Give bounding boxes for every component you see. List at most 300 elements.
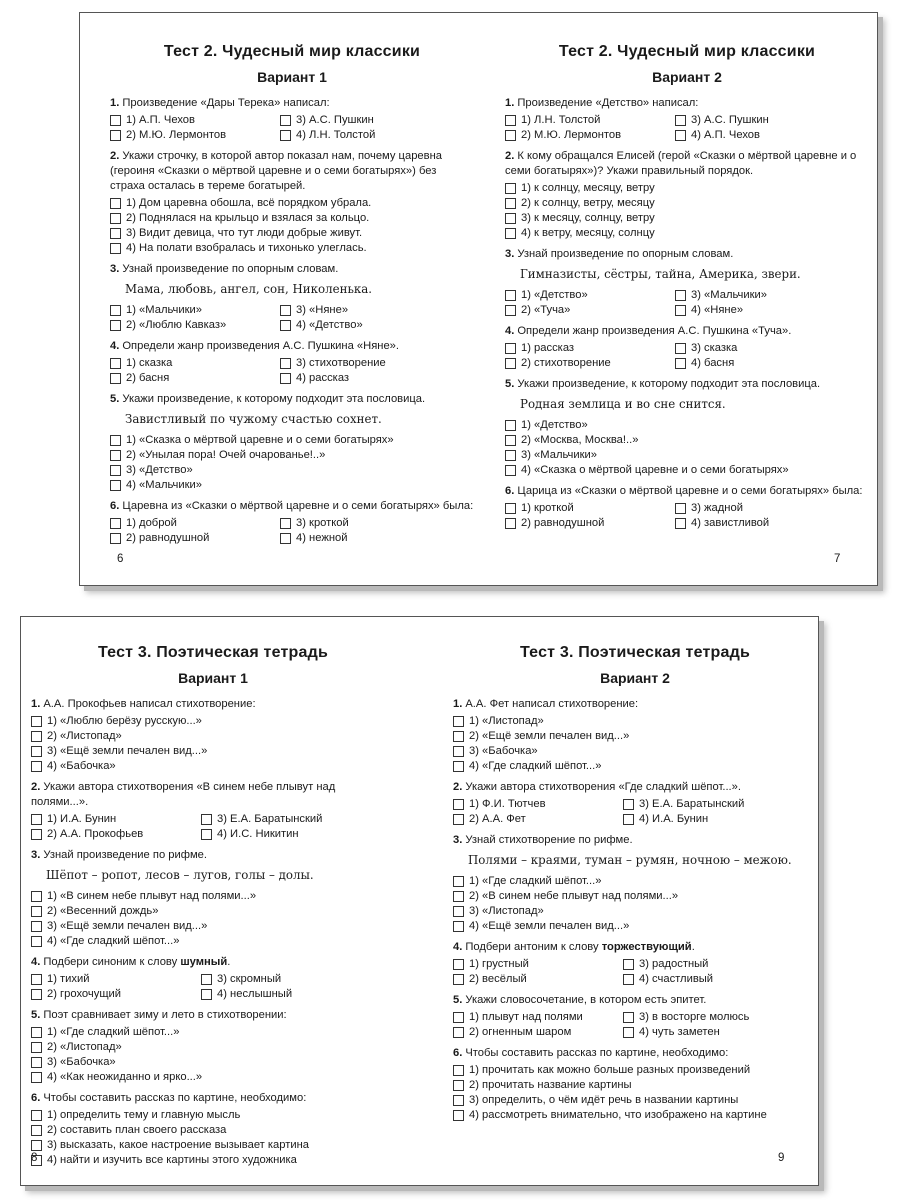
answer-option-label: 1) рассказ xyxy=(521,342,575,354)
answer-option-label: 1) к солнцу, месяцу, ветру xyxy=(521,182,655,194)
checkbox[interactable] xyxy=(505,358,516,369)
checkbox[interactable] xyxy=(110,480,121,491)
checkbox[interactable] xyxy=(505,183,516,194)
answer-options xyxy=(505,181,869,241)
answer-option[interactable] xyxy=(453,1010,623,1025)
checkbox[interactable] xyxy=(201,814,212,825)
answer-option[interactable] xyxy=(453,904,817,919)
checkbox[interactable] xyxy=(453,746,464,757)
answer-option[interactable] xyxy=(453,714,817,729)
answer-option[interactable] xyxy=(31,889,395,904)
answer-option[interactable] xyxy=(31,1070,395,1085)
checkbox[interactable] xyxy=(31,731,42,742)
checkbox[interactable] xyxy=(505,228,516,239)
answer-option[interactable] xyxy=(31,759,395,774)
answer-option[interactable] xyxy=(505,448,869,463)
checkbox[interactable] xyxy=(110,243,121,254)
checkbox[interactable] xyxy=(201,974,212,985)
test-title: Тест 3. Поэтическая тетрадь xyxy=(520,644,750,661)
checkbox[interactable] xyxy=(31,716,42,727)
question-text xyxy=(110,262,474,277)
answer-option[interactable] xyxy=(453,889,817,904)
answer-option[interactable] xyxy=(453,797,623,812)
checkbox[interactable] xyxy=(453,906,464,917)
answer-option[interactable] xyxy=(280,516,450,531)
checkbox[interactable] xyxy=(623,1027,634,1038)
checkbox[interactable] xyxy=(453,974,464,985)
answer-option[interactable] xyxy=(110,113,280,128)
checkbox[interactable] xyxy=(453,921,464,932)
question-prompt: Царица из «Сказки о мёртвой царевне и о семи богатырях» была: xyxy=(517,485,863,497)
page-number-right: 9 xyxy=(778,1152,785,1164)
checkbox[interactable] xyxy=(675,130,686,141)
question-prompt: К кому обращался Елисей (герой «Сказки о мёртвой царевне и о семи богатырях»)? Укажи правильный порядок. xyxy=(505,150,857,177)
answer-option[interactable] xyxy=(110,478,474,493)
answer-option[interactable] xyxy=(280,531,450,546)
answer-options xyxy=(453,1063,817,1123)
answer-option[interactable] xyxy=(110,318,280,333)
answer-option-label: 1) Л.Н. Толстой xyxy=(521,114,601,126)
answer-option[interactable] xyxy=(505,356,675,371)
answer-option[interactable] xyxy=(31,714,395,729)
checkbox[interactable] xyxy=(280,305,291,316)
answer-option[interactable] xyxy=(280,113,450,128)
answer-option-label: 3) сказка xyxy=(691,342,738,354)
checkbox[interactable] xyxy=(31,814,42,825)
question-prompt: Узнай произведение по рифме. xyxy=(43,849,207,861)
answer-option[interactable] xyxy=(675,356,845,371)
checkbox[interactable] xyxy=(453,814,464,825)
checkbox[interactable] xyxy=(280,518,291,529)
answer-option-label: 2) «В синем небе плывут над полями...» xyxy=(469,890,679,902)
question-prompt: Укажи автора стихотворения «Где сладкий шёпот...». xyxy=(465,781,741,793)
answer-option[interactable] xyxy=(31,1123,395,1138)
answer-option[interactable] xyxy=(31,744,395,759)
answer-option-label: 4) «Мальчики» xyxy=(126,479,202,491)
checkbox[interactable] xyxy=(453,959,464,970)
checkbox[interactable] xyxy=(453,761,464,772)
checkbox[interactable] xyxy=(453,1080,464,1091)
answer-option[interactable] xyxy=(505,113,675,128)
answer-option[interactable] xyxy=(110,516,280,531)
answer-option-label: 1) плывут над полями xyxy=(469,1011,583,1023)
answer-options xyxy=(505,288,869,318)
answer-option[interactable] xyxy=(505,341,675,356)
answer-option[interactable] xyxy=(453,1093,817,1108)
checkbox[interactable] xyxy=(453,1027,464,1038)
answer-option-label: 2) «Москва, Москва!..» xyxy=(521,434,639,446)
answer-option-label: 3) к месяцу, солнцу, ветру xyxy=(521,212,655,224)
question-5 xyxy=(31,1008,395,1085)
question-text xyxy=(453,993,817,1008)
answer-option[interactable] xyxy=(110,371,280,386)
checkbox[interactable] xyxy=(505,213,516,224)
answer-options xyxy=(110,196,474,256)
answer-option[interactable] xyxy=(505,303,675,318)
checkbox[interactable] xyxy=(623,1012,634,1023)
answer-option[interactable] xyxy=(675,113,845,128)
answer-options xyxy=(31,812,395,842)
answer-option[interactable] xyxy=(675,341,845,356)
answer-option-label: 3) жадной xyxy=(691,502,743,514)
answer-option[interactable] xyxy=(31,1138,395,1153)
checkbox[interactable] xyxy=(110,435,121,446)
answer-option[interactable] xyxy=(453,744,817,759)
answer-option[interactable] xyxy=(505,181,869,196)
question-text xyxy=(505,484,869,499)
question-prompt: Узнай произведение по опорным словам. xyxy=(122,263,339,275)
checkbox[interactable] xyxy=(675,518,686,529)
answer-option-label: 4) «Бабочка» xyxy=(47,760,116,772)
answer-options xyxy=(453,957,817,987)
checkbox[interactable] xyxy=(110,533,121,544)
answer-option[interactable] xyxy=(505,516,675,531)
checkbox[interactable] xyxy=(31,906,42,917)
checkbox[interactable] xyxy=(505,435,516,446)
answer-option-label: 2) «Люблю Кавказ» xyxy=(126,319,227,331)
checkbox[interactable] xyxy=(201,829,212,840)
question-prompt: Определи жанр произведения А.С. Пушкина «Няне». xyxy=(122,340,400,352)
answer-option-label: 2) стихотворение xyxy=(521,357,611,369)
answer-option[interactable] xyxy=(505,418,869,433)
checkbox[interactable] xyxy=(280,130,291,141)
answer-option[interactable] xyxy=(110,356,280,371)
question-prompt: Чтобы составить рассказ по картине, необходимо: xyxy=(465,1047,729,1059)
answer-option[interactable] xyxy=(505,211,869,226)
answer-option[interactable] xyxy=(623,957,793,972)
checkbox[interactable] xyxy=(280,533,291,544)
answer-options xyxy=(31,1108,395,1168)
answer-option-label: 4) басня xyxy=(691,357,735,369)
checkbox[interactable] xyxy=(505,420,516,431)
checkbox[interactable] xyxy=(675,343,686,354)
answer-option-label: 4) к ветру, месяцу, солнцу xyxy=(521,227,655,239)
answer-option-label: 1) «Детство» xyxy=(521,289,588,301)
checkbox[interactable] xyxy=(505,450,516,461)
question-quote: Шёпот – ропот, лесов – лугов, голы – долы. xyxy=(46,868,314,882)
question-prompt: Укажи словосочетание, в котором есть эпитет. xyxy=(465,994,707,1006)
question-prompt: Узнай произведение по опорным словам. xyxy=(517,248,734,260)
answer-option[interactable] xyxy=(453,1025,623,1040)
answer-option-label: 3) А.С. Пушкин xyxy=(691,114,769,126)
checkbox[interactable] xyxy=(280,373,291,384)
answer-option[interactable] xyxy=(505,501,675,516)
checkbox[interactable] xyxy=(505,518,516,529)
answer-option-label: 3) «Ещё земли печален вид...» xyxy=(47,745,208,757)
question-text xyxy=(453,833,817,848)
answer-option[interactable] xyxy=(280,318,450,333)
checkbox[interactable] xyxy=(31,891,42,902)
answer-options xyxy=(505,341,869,371)
checkbox[interactable] xyxy=(453,1012,464,1023)
answer-option-label: 1) И.А. Бунин xyxy=(47,813,117,825)
checkbox[interactable] xyxy=(110,358,121,369)
checkbox[interactable] xyxy=(31,989,42,1000)
checkbox[interactable] xyxy=(505,290,516,301)
checkbox[interactable] xyxy=(110,450,121,461)
question-number: 3. xyxy=(453,834,463,846)
answer-option-label: 4) счастливый xyxy=(639,973,714,985)
answer-option[interactable] xyxy=(453,1078,817,1093)
answer-option[interactable] xyxy=(110,463,474,478)
answer-option-label: 2) равнодушной xyxy=(521,517,605,529)
answer-option[interactable] xyxy=(31,934,395,949)
question-number: 1. xyxy=(31,698,41,710)
answer-option[interactable] xyxy=(675,516,845,531)
checkbox[interactable] xyxy=(110,198,121,209)
answer-option-label: 1) сказка xyxy=(126,357,173,369)
checkbox[interactable] xyxy=(623,799,634,810)
answer-option-label: 2) М.Ю. Лермонтов xyxy=(521,129,622,141)
answer-option[interactable] xyxy=(453,759,817,774)
answer-option-label: 3) Е.А. Баратынский xyxy=(639,798,745,810)
answer-option[interactable] xyxy=(505,226,869,241)
checkbox[interactable] xyxy=(31,1125,42,1136)
checkbox[interactable] xyxy=(31,746,42,757)
answer-option[interactable] xyxy=(201,987,371,1002)
question-number: 2. xyxy=(110,150,120,162)
checkbox[interactable] xyxy=(453,1110,464,1121)
question-1 xyxy=(31,697,395,774)
answer-option-label: 4) «Ещё земли печален вид...» xyxy=(469,920,630,932)
answer-option[interactable] xyxy=(675,288,845,303)
answer-option[interactable] xyxy=(453,1108,817,1123)
answer-option[interactable] xyxy=(31,1055,395,1070)
answer-option[interactable] xyxy=(110,241,474,256)
answer-option[interactable] xyxy=(110,128,280,143)
answer-option[interactable] xyxy=(110,433,474,448)
answer-option-label: 1) «В синем небе плывут над полями...» xyxy=(47,890,257,902)
question-3 xyxy=(505,247,869,318)
checkbox[interactable] xyxy=(675,358,686,369)
answer-option[interactable] xyxy=(31,987,201,1002)
answer-option[interactable] xyxy=(31,812,201,827)
answer-option[interactable] xyxy=(31,904,395,919)
answer-option[interactable] xyxy=(110,226,474,241)
answer-option[interactable] xyxy=(505,288,675,303)
answer-option[interactable] xyxy=(31,919,395,934)
answer-option[interactable] xyxy=(110,531,280,546)
answer-option-label: 3) скромный xyxy=(217,973,282,985)
answer-option-label: 3) «Ещё земли печален вид...» xyxy=(47,920,208,932)
question-prompt: Подбери антоним к слову xyxy=(465,941,599,953)
answer-option[interactable] xyxy=(623,797,793,812)
page-9-variant-2 xyxy=(453,644,817,1129)
checkbox[interactable] xyxy=(675,305,686,316)
answer-option[interactable] xyxy=(31,972,201,987)
answer-option-label: 3) «Бабочка» xyxy=(469,745,538,757)
answer-option[interactable] xyxy=(623,1010,793,1025)
answer-option-label: 4) «Где сладкий шёпот...» xyxy=(469,760,602,772)
answer-option[interactable] xyxy=(505,433,869,448)
answer-option[interactable] xyxy=(31,827,201,842)
checkbox[interactable] xyxy=(31,1140,42,1151)
answer-option[interactable] xyxy=(31,1153,395,1168)
question-prompt: Укажи произведение, к которому подходит эта пословица. xyxy=(517,378,821,390)
answer-option[interactable] xyxy=(453,972,623,987)
answer-option-label: 1) А.П. Чехов xyxy=(126,114,195,126)
question-6 xyxy=(31,1091,395,1168)
question-prompt: А.А. Фет написал стихотворение: xyxy=(465,698,639,710)
checkbox[interactable] xyxy=(453,716,464,727)
answer-option[interactable] xyxy=(110,448,474,463)
answer-option[interactable] xyxy=(623,812,793,827)
answer-option[interactable] xyxy=(453,1063,817,1078)
checkbox[interactable] xyxy=(675,503,686,514)
question-prompt: Укажи произведение, к которому подходит эта пословица. xyxy=(122,393,426,405)
checkbox[interactable] xyxy=(675,290,686,301)
answer-option[interactable] xyxy=(31,1025,395,1040)
question-4 xyxy=(110,339,474,386)
checkbox[interactable] xyxy=(505,343,516,354)
checkbox[interactable] xyxy=(675,115,686,126)
answer-option[interactable] xyxy=(675,303,845,318)
checkbox[interactable] xyxy=(31,1110,42,1121)
answer-option-label: 2) прочитать название картины xyxy=(469,1079,632,1091)
answer-option[interactable] xyxy=(505,128,675,143)
checkbox[interactable] xyxy=(505,503,516,514)
answer-option-label: 3) Е.А. Баратынский xyxy=(217,813,323,825)
question-prompt: А.А. Прокофьев написал стихотворение: xyxy=(43,698,256,710)
answer-option[interactable] xyxy=(280,356,450,371)
checkbox[interactable] xyxy=(110,373,121,384)
answer-option[interactable] xyxy=(110,303,280,318)
checkbox[interactable] xyxy=(505,465,516,476)
answer-option-label: 1) «Где сладкий шёпот...» xyxy=(469,875,602,887)
answer-option[interactable] xyxy=(675,128,845,143)
answer-option-label: 1) доброй xyxy=(126,517,177,529)
checkbox[interactable] xyxy=(31,1057,42,1068)
checkbox[interactable] xyxy=(453,1095,464,1106)
question-prompt: Подбери синоним к слову xyxy=(43,956,178,968)
checkbox[interactable] xyxy=(110,130,121,141)
question-text xyxy=(110,499,474,514)
answer-option[interactable] xyxy=(31,729,395,744)
checkbox[interactable] xyxy=(31,829,42,840)
checkbox[interactable] xyxy=(110,115,121,126)
answer-option[interactable] xyxy=(453,729,817,744)
answer-option[interactable] xyxy=(675,501,845,516)
answer-option[interactable] xyxy=(453,919,817,934)
checkbox[interactable] xyxy=(31,921,42,932)
question-text xyxy=(453,780,817,795)
checkbox[interactable] xyxy=(110,228,121,239)
answer-option[interactable] xyxy=(453,957,623,972)
spread-tests-3 xyxy=(20,616,819,1186)
question-5 xyxy=(453,993,817,1040)
answer-options xyxy=(453,874,817,934)
checkbox[interactable] xyxy=(623,974,634,985)
checkbox[interactable] xyxy=(280,320,291,331)
checkbox[interactable] xyxy=(623,814,634,825)
answer-option[interactable] xyxy=(110,196,474,211)
answer-option-label: 4) На полати взобралась и тихонько улеглась. xyxy=(126,242,367,254)
variant-heading: Вариант 1 xyxy=(257,69,327,85)
answer-option[interactable] xyxy=(280,371,450,386)
question-number: 2. xyxy=(31,781,41,793)
checkbox[interactable] xyxy=(110,213,121,224)
question-number: 4. xyxy=(110,340,120,352)
answer-option-label: 4) «Детство» xyxy=(296,319,363,331)
checkbox[interactable] xyxy=(110,518,121,529)
answer-options xyxy=(110,356,474,386)
question-tail: . xyxy=(691,941,695,953)
answer-option[interactable] xyxy=(201,812,371,827)
checkbox[interactable] xyxy=(453,876,464,887)
answer-option-label: 4) А.П. Чехов xyxy=(691,129,760,141)
question-text xyxy=(110,149,474,194)
answer-option-label: 3) А.С. Пушкин xyxy=(296,114,374,126)
question-number: 5. xyxy=(505,378,515,390)
answer-option[interactable] xyxy=(31,1040,395,1055)
question-4 xyxy=(453,940,817,987)
answer-option[interactable] xyxy=(31,1108,395,1123)
answer-option-label: 1) «Детство» xyxy=(521,419,588,431)
checkbox[interactable] xyxy=(31,761,42,772)
answer-option-label: 4) «Сказка о мёртвой царевне и о семи богатырях» xyxy=(521,464,789,476)
answer-option-label: 4) найти и изучить все картины этого художника xyxy=(47,1154,297,1166)
answer-option-label: 2) А.А. Фет xyxy=(469,813,526,825)
checkbox[interactable] xyxy=(31,936,42,947)
checkbox[interactable] xyxy=(110,305,121,316)
checkbox[interactable] xyxy=(453,799,464,810)
answer-option[interactable] xyxy=(623,1025,793,1040)
answer-option-label: 3) стихотворение xyxy=(296,357,386,369)
answer-option[interactable] xyxy=(280,128,450,143)
answer-option[interactable] xyxy=(505,463,869,478)
checkbox[interactable] xyxy=(505,115,516,126)
checkbox[interactable] xyxy=(505,130,516,141)
checkbox[interactable] xyxy=(110,465,121,476)
question-text xyxy=(31,780,395,810)
answer-option[interactable] xyxy=(110,211,474,226)
question-2 xyxy=(110,149,474,256)
emphasized-word: торжествующий xyxy=(601,941,692,953)
checkbox[interactable] xyxy=(505,198,516,209)
answer-option[interactable] xyxy=(201,827,371,842)
answer-option-label: 2) Поднялася на крыльцо и взялася за кольцо. xyxy=(126,212,370,224)
checkbox[interactable] xyxy=(31,974,42,985)
answer-option[interactable] xyxy=(453,874,817,889)
answer-options xyxy=(110,516,474,546)
question-number: 6. xyxy=(453,1047,463,1059)
question-number: 1. xyxy=(505,97,515,109)
checkbox[interactable] xyxy=(623,959,634,970)
answer-option[interactable] xyxy=(623,972,793,987)
checkbox[interactable] xyxy=(453,891,464,902)
checkbox[interactable] xyxy=(31,1027,42,1038)
checkbox[interactable] xyxy=(453,1065,464,1076)
answer-options xyxy=(453,1010,817,1040)
checkbox[interactable] xyxy=(453,731,464,742)
checkbox[interactable] xyxy=(201,989,212,1000)
checkbox[interactable] xyxy=(31,1042,42,1053)
checkbox[interactable] xyxy=(280,358,291,369)
test-title: Тест 3. Поэтическая тетрадь xyxy=(98,644,328,661)
checkbox[interactable] xyxy=(505,305,516,316)
answer-option[interactable] xyxy=(201,972,371,987)
checkbox[interactable] xyxy=(31,1072,42,1083)
question-prompt: Чтобы составить рассказ по картине, необходимо: xyxy=(43,1092,307,1104)
checkbox[interactable] xyxy=(110,320,121,331)
answer-option[interactable] xyxy=(505,196,869,211)
answer-option[interactable] xyxy=(453,812,623,827)
checkbox[interactable] xyxy=(280,115,291,126)
answer-option[interactable] xyxy=(280,303,450,318)
answer-option-label: 2) «Листопад» xyxy=(47,730,122,742)
answer-option-label: 4) И.А. Бунин xyxy=(639,813,709,825)
question-number: 4. xyxy=(453,941,463,953)
